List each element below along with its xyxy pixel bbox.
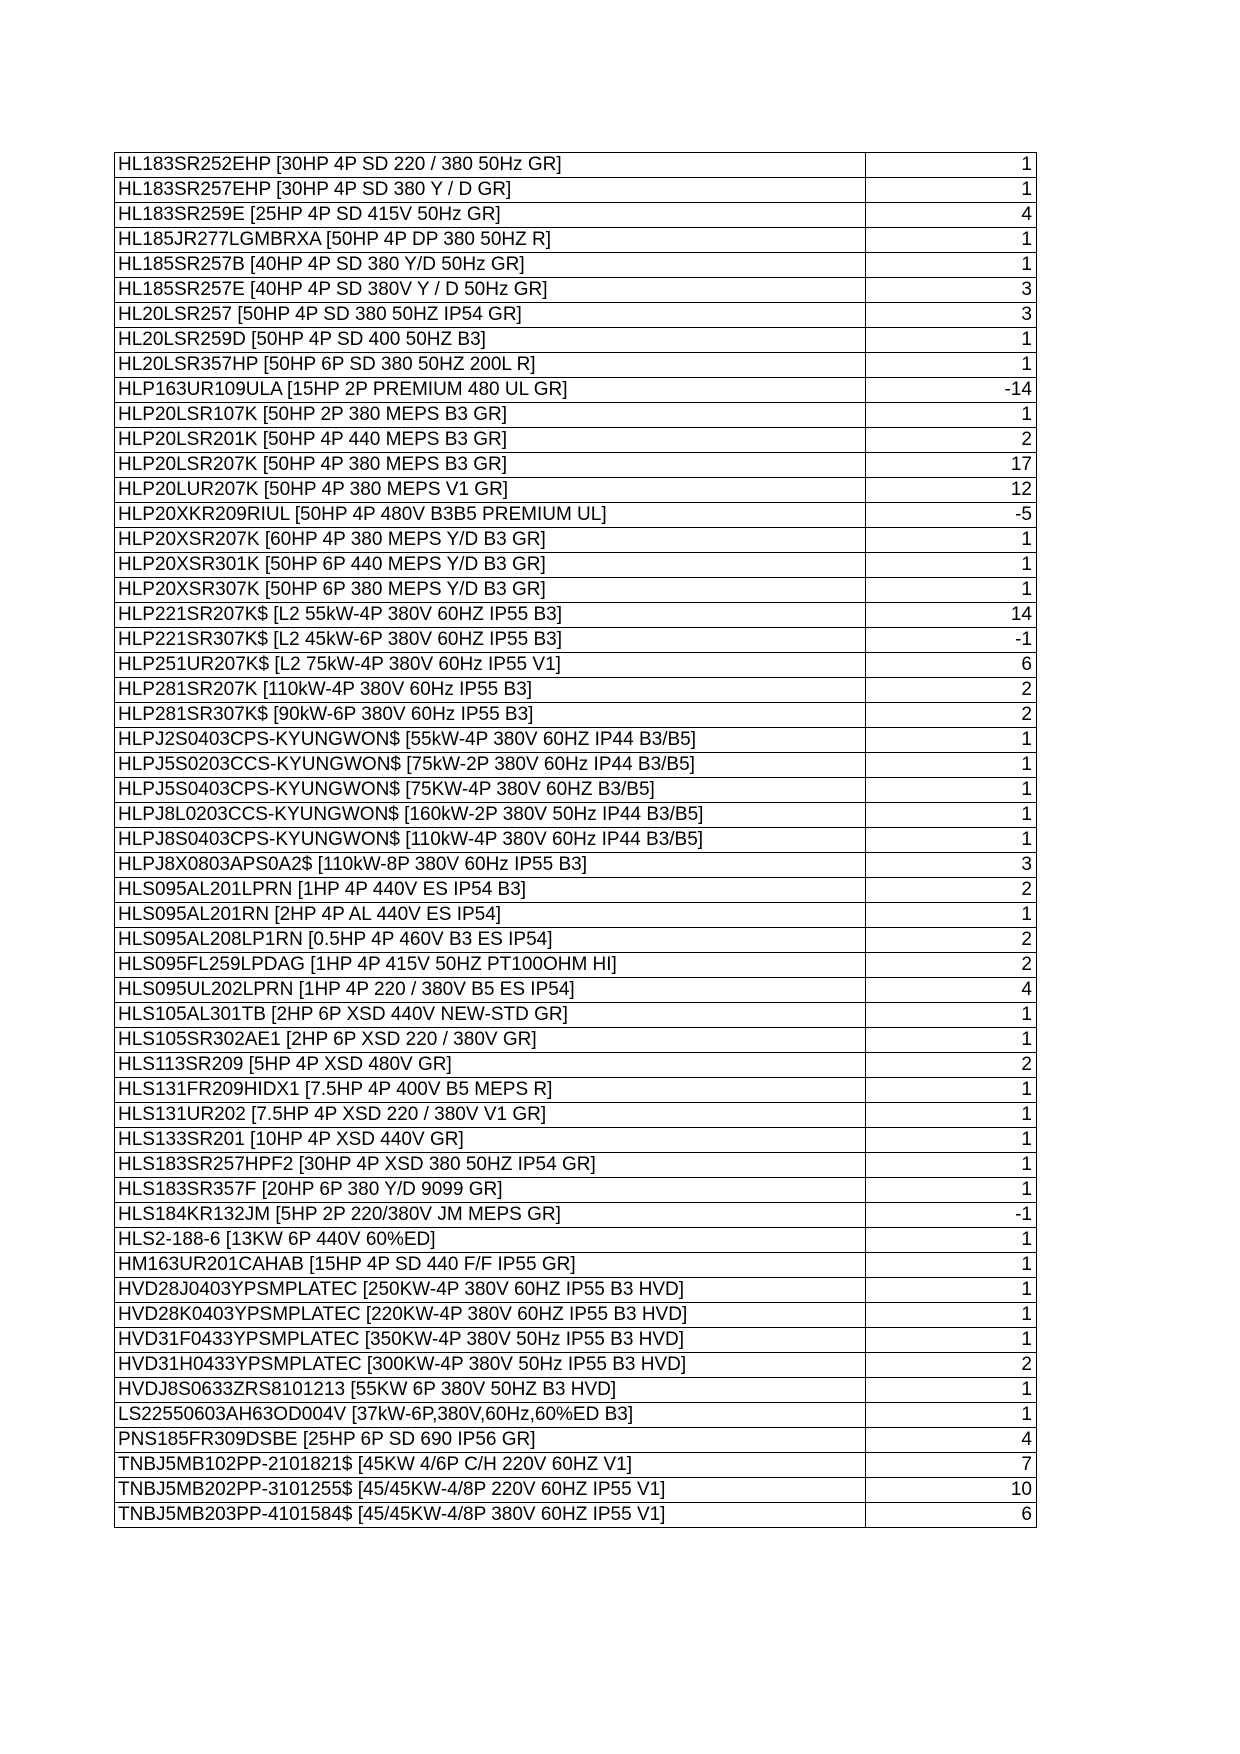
quantity-cell: 4	[866, 978, 1037, 1003]
table-row	[115, 978, 1037, 1003]
item-description-cell: HL185JR277LGMBRXA [50HP 4P DP 380 50HZ R]	[115, 228, 866, 253]
quantity-cell: 1	[866, 403, 1037, 428]
table-row	[115, 928, 1037, 953]
item-description-cell: HLPJ8S0403CPS-KYUNGWON$ [110kW-4P 380V 60Hz IP44 B3/B5]	[115, 828, 866, 853]
quantity-cell: 2	[866, 428, 1037, 453]
table-row	[115, 1103, 1037, 1128]
quantity-cell: 1	[866, 328, 1037, 353]
quantity-cell: 6	[866, 1503, 1037, 1528]
item-description-cell: HLP20LSR207K [50HP 4P 380 MEPS B3 GR]	[115, 453, 866, 478]
table-row	[115, 878, 1037, 903]
table-row	[115, 778, 1037, 803]
table-row	[115, 1428, 1037, 1453]
table-row	[115, 703, 1037, 728]
quantity-cell: 1	[866, 753, 1037, 778]
table-row	[115, 253, 1037, 278]
item-description-cell: HL183SR252EHP [30HP 4P SD 220 / 380 50Hz GR]	[115, 153, 866, 178]
table-row	[115, 1503, 1037, 1528]
item-description-cell: HLP251UR207K$ [L2 75kW-4P 380V 60Hz IP55 V1]	[115, 653, 866, 678]
item-description-cell: HLP281SR307K$ [90kW-6P 380V 60Hz IP55 B3]	[115, 703, 866, 728]
quantity-cell: 1	[866, 578, 1037, 603]
item-description-cell: HLS095AL201RN [2HP 4P AL 440V ES IP54]	[115, 903, 866, 928]
quantity-cell: 1	[866, 528, 1037, 553]
quantity-cell: 3	[866, 278, 1037, 303]
item-description-cell: HL185SR257B [40HP 4P SD 380 Y/D 50Hz GR]	[115, 253, 866, 278]
quantity-cell: 1	[866, 228, 1037, 253]
quantity-cell: 1	[866, 253, 1037, 278]
table-row	[115, 1278, 1037, 1303]
quantity-cell: -1	[866, 1203, 1037, 1228]
item-description-cell: HLPJ5S0403CPS-KYUNGWON$ [75KW-4P 380V 60HZ B3/B5]	[115, 778, 866, 803]
item-description-cell: HLP20XKR209RIUL [50HP 4P 480V B3B5 PREMIUM UL]	[115, 503, 866, 528]
quantity-cell: 1	[866, 1378, 1037, 1403]
item-description-cell: HLPJ8L0203CCS-KYUNGWON$ [160kW-2P 380V 50Hz IP44 B3/B5]	[115, 803, 866, 828]
table-row	[115, 903, 1037, 928]
table-row	[115, 1328, 1037, 1353]
quantity-cell: 1	[866, 803, 1037, 828]
quantity-cell: 1	[866, 1303, 1037, 1328]
item-description-cell: HLS2-188-6 [13KW 6P 440V 60%ED]	[115, 1228, 866, 1253]
quantity-cell: 7	[866, 1453, 1037, 1478]
item-description-cell: HLS133SR201 [10HP 4P XSD 440V GR]	[115, 1128, 866, 1153]
table-row	[115, 1128, 1037, 1153]
quantity-cell: 1	[866, 1103, 1037, 1128]
quantity-cell: 1	[866, 1228, 1037, 1253]
quantity-cell: 14	[866, 603, 1037, 628]
item-description-cell: HLPJ8X0803APS0A2$ [110kW-8P 380V 60Hz IP55 B3]	[115, 853, 866, 878]
table-row	[115, 1253, 1037, 1278]
table-row	[115, 1153, 1037, 1178]
quantity-cell: 1	[866, 1178, 1037, 1203]
table-row	[115, 803, 1037, 828]
quantity-cell: 1	[866, 1278, 1037, 1303]
quantity-cell: 1	[866, 553, 1037, 578]
table-row	[115, 1303, 1037, 1328]
table-row	[115, 178, 1037, 203]
item-description-cell: TNBJ5MB202PP-3101255$ [45/45KW-4/8P 220V 60HZ IP55 V1]	[115, 1478, 866, 1503]
table-row	[115, 1028, 1037, 1053]
item-description-cell: HVD31H0433YPSMPLATEC [300KW-4P 380V 50Hz IP55 B3 HVD]	[115, 1353, 866, 1378]
table-row	[115, 628, 1037, 653]
item-description-cell: HVD31F0433YPSMPLATEC [350KW-4P 380V 50Hz IP55 B3 HVD]	[115, 1328, 866, 1353]
table-row	[115, 828, 1037, 853]
item-description-cell: HL183SR259E [25HP 4P SD 415V 50Hz GR]	[115, 203, 866, 228]
item-description-cell: HL183SR257EHP [30HP 4P SD 380 Y / D GR]	[115, 178, 866, 203]
quantity-cell: 1	[866, 903, 1037, 928]
quantity-cell: 17	[866, 453, 1037, 478]
item-description-cell: HLS105AL301TB [2HP 6P XSD 440V NEW-STD GR]	[115, 1003, 866, 1028]
quantity-cell: 4	[866, 1428, 1037, 1453]
quantity-cell: 1	[866, 1003, 1037, 1028]
table-row	[115, 603, 1037, 628]
table-row	[115, 1403, 1037, 1428]
table-row	[115, 1178, 1037, 1203]
item-description-cell: HLS184KR132JM [5HP 2P 220/380V JM MEPS GR]	[115, 1203, 866, 1228]
table-row	[115, 753, 1037, 778]
quantity-cell: 2	[866, 1353, 1037, 1378]
item-description-cell: HL185SR257E [40HP 4P SD 380V Y / D 50Hz GR]	[115, 278, 866, 303]
item-description-cell: HVD28J0403YPSMPLATEC [250KW-4P 380V 60HZ IP55 B3 HVD]	[115, 1278, 866, 1303]
table-row	[115, 653, 1037, 678]
table-row	[115, 278, 1037, 303]
table-row	[115, 1453, 1037, 1478]
quantity-cell: 2	[866, 678, 1037, 703]
item-description-cell: HVD28K0403YPSMPLATEC [220KW-4P 380V 60HZ IP55 B3 HVD]	[115, 1303, 866, 1328]
quantity-cell: 2	[866, 928, 1037, 953]
item-description-cell: PNS185FR309DSBE [25HP 6P SD 690 IP56 GR]	[115, 1428, 866, 1453]
item-description-cell: HLP20XSR307K [50HP 6P 380 MEPS Y/D B3 GR]	[115, 578, 866, 603]
inventory-table	[114, 152, 1037, 1528]
quantity-cell: 1	[866, 1028, 1037, 1053]
table-row	[115, 728, 1037, 753]
table-row	[115, 853, 1037, 878]
item-description-cell: HLS183SR357F [20HP 6P 380 Y/D 9099 GR]	[115, 1178, 866, 1203]
item-description-cell: HLP20XSR207K [60HP 4P 380 MEPS Y/D B3 GR]	[115, 528, 866, 553]
table-row	[115, 353, 1037, 378]
table-row	[115, 203, 1037, 228]
item-description-cell: HLP20LSR107K [50HP 2P 380 MEPS B3 GR]	[115, 403, 866, 428]
item-description-cell: HVDJ8S0633ZRS8101213 [55KW 6P 380V 50HZ B3 HVD]	[115, 1378, 866, 1403]
table-row	[115, 153, 1037, 178]
item-description-cell: HL20LSR357HP [50HP 6P SD 380 50HZ 200L R]	[115, 353, 866, 378]
quantity-cell: 1	[866, 1078, 1037, 1103]
item-description-cell: HLP20XSR301K [50HP 6P 440 MEPS Y/D B3 GR]	[115, 553, 866, 578]
table-row	[115, 303, 1037, 328]
item-description-cell: HL20LSR257 [50HP 4P SD 380 50HZ IP54 GR]	[115, 303, 866, 328]
item-description-cell: HLS113SR209 [5HP 4P XSD 480V GR]	[115, 1053, 866, 1078]
item-description-cell: HL20LSR259D [50HP 4P SD 400 50HZ B3]	[115, 328, 866, 353]
inventory-table-body	[115, 153, 1037, 1528]
quantity-cell: 1	[866, 353, 1037, 378]
item-description-cell: HLS131FR209HIDX1 [7.5HP 4P 400V B5 MEPS R]	[115, 1078, 866, 1103]
quantity-cell: 4	[866, 203, 1037, 228]
item-description-cell: HLS095AL201LPRN [1HP 4P 440V ES IP54 B3]	[115, 878, 866, 903]
item-description-cell: HLS095FL259LPDAG [1HP 4P 415V 50HZ PT100OHM HI]	[115, 953, 866, 978]
quantity-cell: 1	[866, 178, 1037, 203]
quantity-cell: 10	[866, 1478, 1037, 1503]
item-description-cell: HLPJ2S0403CPS-KYUNGWON$ [55kW-4P 380V 60HZ IP44 B3/B5]	[115, 728, 866, 753]
quantity-cell: 1	[866, 1328, 1037, 1353]
quantity-cell: 1	[866, 1128, 1037, 1153]
item-description-cell: HLP281SR207K [110kW-4P 380V 60Hz IP55 B3]	[115, 678, 866, 703]
table-row	[115, 378, 1037, 403]
item-description-cell: LS22550603AH63OD004V [37kW-6P,380V,60Hz,60%ED B3]	[115, 1403, 866, 1428]
table-row	[115, 228, 1037, 253]
quantity-cell: 2	[866, 878, 1037, 903]
quantity-cell: 2	[866, 703, 1037, 728]
item-description-cell: HLP221SR207K$ [L2 55kW-4P 380V 60HZ IP55 B3]	[115, 603, 866, 628]
table-row	[115, 328, 1037, 353]
item-description-cell: HM163UR201CAHAB [15HP 4P SD 440 F/F IP55 GR]	[115, 1253, 866, 1278]
quantity-cell: 1	[866, 728, 1037, 753]
quantity-cell: -14	[866, 378, 1037, 403]
table-row	[115, 553, 1037, 578]
table-row	[115, 578, 1037, 603]
quantity-cell: -5	[866, 503, 1037, 528]
item-description-cell: HLPJ5S0203CCS-KYUNGWON$ [75kW-2P 380V 60Hz IP44 B3/B5]	[115, 753, 866, 778]
table-row	[115, 453, 1037, 478]
table-row	[115, 1203, 1037, 1228]
item-description-cell: HLP163UR109ULA [15HP 2P PREMIUM 480 UL GR]	[115, 378, 866, 403]
item-description-cell: HLS131UR202 [7.5HP 4P XSD 220 / 380V V1 GR]	[115, 1103, 866, 1128]
table-row	[115, 1353, 1037, 1378]
table-row	[115, 503, 1037, 528]
table-row	[115, 1078, 1037, 1103]
item-description-cell: TNBJ5MB102PP-2101821$ [45KW 4/6P C/H 220V 60HZ V1]	[115, 1453, 866, 1478]
quantity-cell: 6	[866, 653, 1037, 678]
item-description-cell: TNBJ5MB203PP-4101584$ [45/45KW-4/8P 380V 60HZ IP55 V1]	[115, 1503, 866, 1528]
item-description-cell: HLP221SR307K$ [L2 45kW-6P 380V 60HZ IP55 B3]	[115, 628, 866, 653]
item-description-cell: HLP20LUR207K [50HP 4P 380 MEPS V1 GR]	[115, 478, 866, 503]
quantity-cell: 1	[866, 153, 1037, 178]
quantity-cell: 1	[866, 1253, 1037, 1278]
item-description-cell: HLP20LSR201K [50HP 4P 440 MEPS B3 GR]	[115, 428, 866, 453]
item-description-cell: HLS095AL208LP1RN [0.5HP 4P 460V B3 ES IP54]	[115, 928, 866, 953]
quantity-cell: 2	[866, 1053, 1037, 1078]
item-description-cell: HLS095UL202LPRN [1HP 4P 220 / 380V B5 ES IP54]	[115, 978, 866, 1003]
table-row	[115, 403, 1037, 428]
quantity-cell: 2	[866, 953, 1037, 978]
table-row	[115, 953, 1037, 978]
quantity-cell: 3	[866, 853, 1037, 878]
quantity-cell: 1	[866, 778, 1037, 803]
table-row	[115, 478, 1037, 503]
quantity-cell: 12	[866, 478, 1037, 503]
quantity-cell: -1	[866, 628, 1037, 653]
quantity-cell: 1	[866, 828, 1037, 853]
table-row	[115, 1478, 1037, 1503]
quantity-cell: 1	[866, 1403, 1037, 1428]
table-row	[115, 1378, 1037, 1403]
table-row	[115, 1228, 1037, 1253]
table-row	[115, 1053, 1037, 1078]
item-description-cell: HLS183SR257HPF2 [30HP 4P XSD 380 50HZ IP54 GR]	[115, 1153, 866, 1178]
quantity-cell: 3	[866, 303, 1037, 328]
item-description-cell: HLS105SR302AE1 [2HP 6P XSD 220 / 380V GR]	[115, 1028, 866, 1053]
table-row	[115, 428, 1037, 453]
quantity-cell: 1	[866, 1153, 1037, 1178]
table-row	[115, 678, 1037, 703]
table-row	[115, 528, 1037, 553]
table-row	[115, 1003, 1037, 1028]
